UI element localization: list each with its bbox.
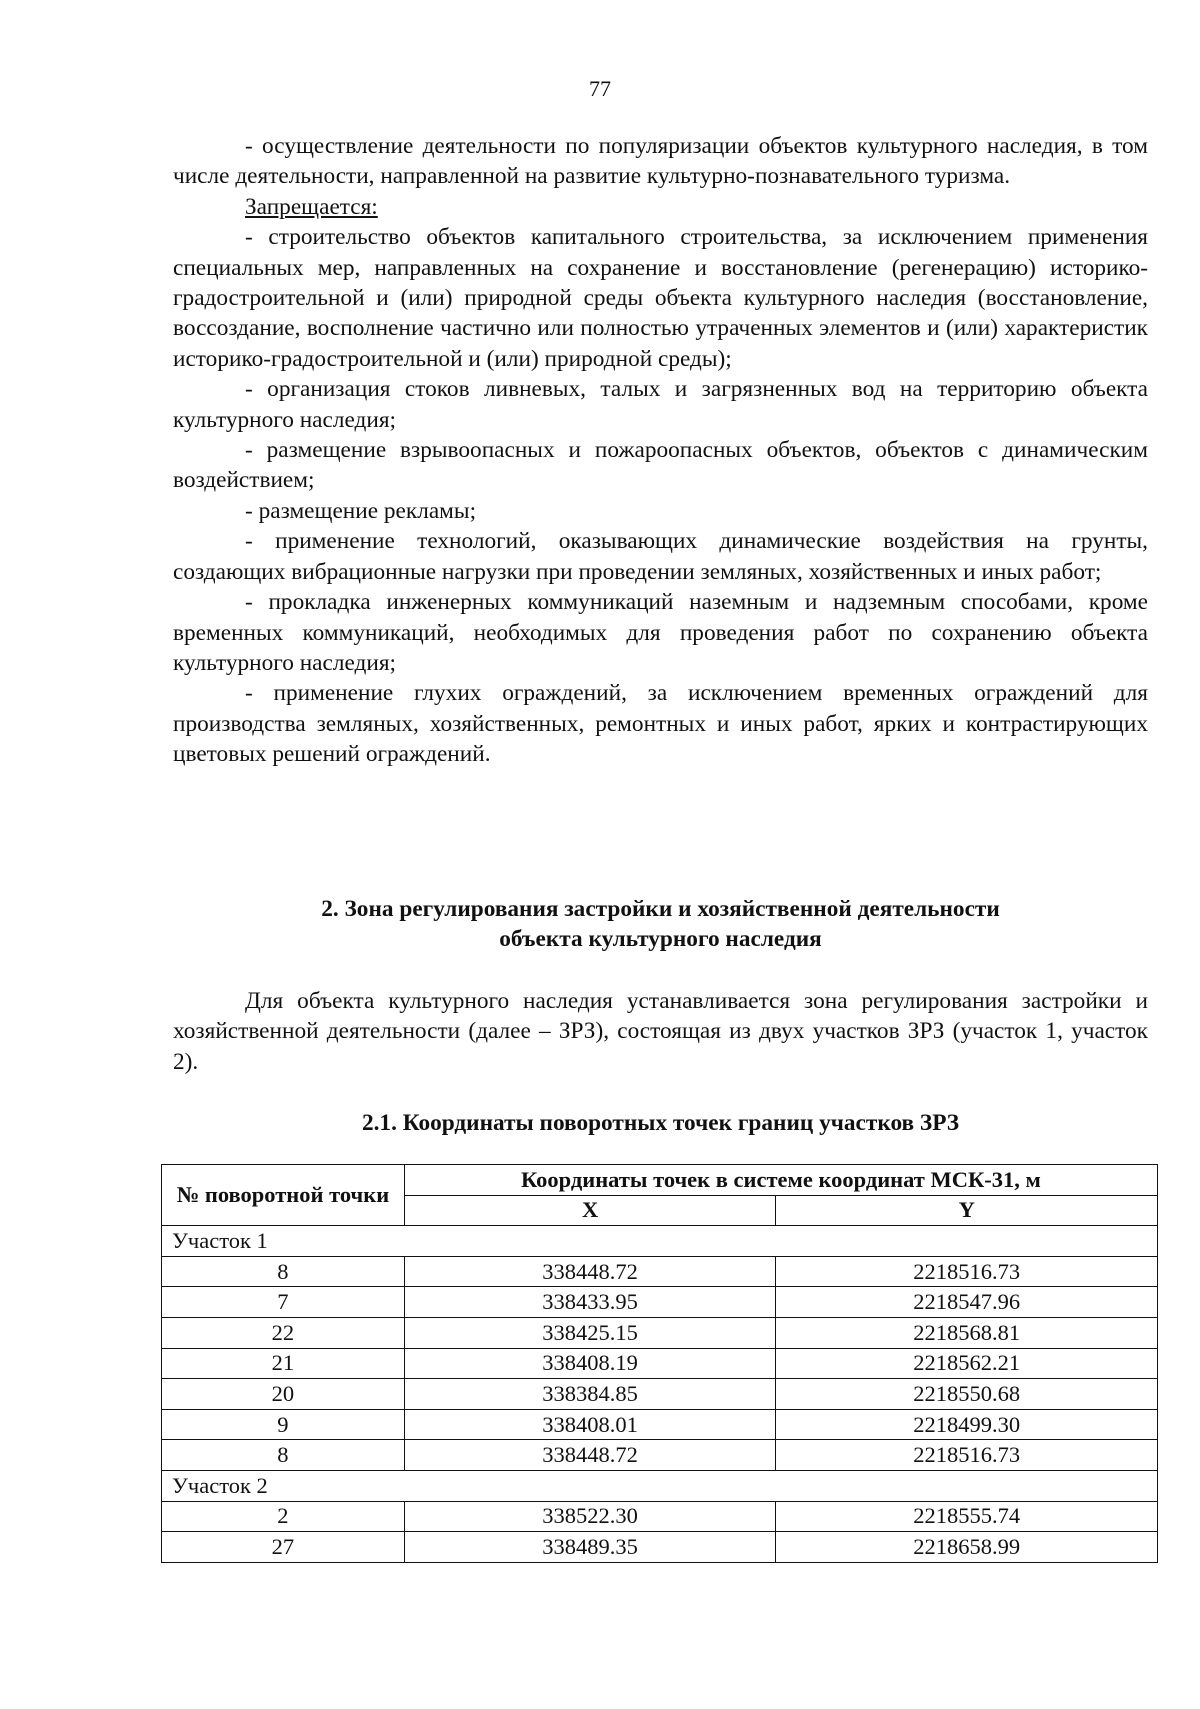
prohibited-item-1: - строительство объектов капитального строительства, за исключением применения специальных мер, направленных на сохранение и восстановление (регенерацию) историко-градостроительной и (или) природной среды объекта культурного наследия (восстановление, воссоздание, восполнение частично или полностью утраченных элементов и (или) характеристик историко-градостроительной и (или) природной среды); <box>173 224 1148 372</box>
y-cell: 2218555.74 <box>776 1501 1158 1532</box>
table-row <box>162 1409 1158 1440</box>
table-row <box>162 1348 1158 1379</box>
x-cell: 338425.15 <box>404 1317 776 1348</box>
subsection-heading: 2.1. Координаты поворотных точек границ участков ЗРЗ <box>361 1110 960 1136</box>
prohibited-label: Запрещается: <box>245 193 378 220</box>
y-cell: 2218550.68 <box>776 1379 1158 1410</box>
header-coordinates: Координаты точек в системе координат МСК-31, м <box>404 1165 1157 1196</box>
x-cell: 338522.30 <box>404 1501 776 1532</box>
table-header-row <box>162 1165 1158 1196</box>
table-row <box>162 1501 1158 1532</box>
table-row <box>162 1379 1158 1410</box>
header-point-number: № поворотной точки <box>162 1165 405 1226</box>
x-cell: 338433.95 <box>404 1287 776 1318</box>
section-row <box>162 1226 1158 1257</box>
prohibited-label-line <box>173 192 1148 222</box>
prohibited-item-4: - размещение рекламы; <box>245 497 477 524</box>
prohibited-item-7: - применение глухих ограждений, за исключением временных ограждений для производства земляных, хозяйственных, ремонтных и иных работ, ярких и контрастирующих цветовых решений ограждений. <box>173 680 1148 768</box>
header-x: X <box>404 1195 776 1226</box>
y-cell: 2218516.73 <box>776 1440 1158 1471</box>
section-body <box>173 986 1148 1077</box>
page-number: 77 <box>589 76 611 101</box>
point-cell: 20 <box>162 1379 405 1410</box>
y-cell: 2218658.99 <box>776 1532 1158 1563</box>
intro-paragraph: - осуществление деятельности по популяризации объектов культурного наследия, в том числе деятельности, направленной на развитие культурно-познавательного туризма. <box>173 133 1148 190</box>
point-cell: 8 <box>162 1440 405 1471</box>
x-cell: 338448.72 <box>404 1256 776 1287</box>
section-row <box>162 1470 1158 1501</box>
section-label: Участок 2 <box>162 1470 1158 1501</box>
point-cell: 2 <box>162 1501 405 1532</box>
x-cell: 338448.72 <box>404 1440 776 1471</box>
table-row <box>162 1532 1158 1563</box>
prohibited-item-3: - размещение взрывоопасных и пожароопасных объектов, объектов с динамическим воздействием; <box>173 437 1148 494</box>
prohibited-item-6: - прокладка инженерных коммуникаций наземным и надземным способами, кроме временных коммуникаций, необходимых для проведения работ по сохранению объекта культурного наследия; <box>173 589 1148 676</box>
x-cell: 338489.35 <box>404 1532 776 1563</box>
point-cell: 7 <box>162 1287 405 1318</box>
x-cell: 338384.85 <box>404 1379 776 1410</box>
section-heading-line2: объекта культурного наследия <box>499 926 822 953</box>
x-cell: 338408.19 <box>404 1348 776 1379</box>
prohibited-item-5: - применение технологий, оказывающих динамические воздействия на грунты, создающих вибрационные нагрузки при проведении земляных, хозяйственных и иных работ; <box>173 528 1148 585</box>
point-cell: 27 <box>162 1532 405 1563</box>
point-cell: 21 <box>162 1348 405 1379</box>
x-cell: 338408.01 <box>404 1409 776 1440</box>
table-row <box>162 1287 1158 1318</box>
y-cell: 2218547.96 <box>776 1287 1158 1318</box>
prohibited-item-2: - организация стоков ливневых, талых и загрязненных вод на территорию объекта культурного наследия; <box>173 376 1148 433</box>
y-cell: 2218562.21 <box>776 1348 1158 1379</box>
section-heading <box>173 894 1148 955</box>
prohibitions-block <box>173 131 1148 770</box>
y-cell: 2218499.30 <box>776 1409 1158 1440</box>
header-y: Y <box>776 1195 1158 1226</box>
section-label: Участок 1 <box>162 1226 1158 1257</box>
point-cell: 8 <box>162 1256 405 1287</box>
y-cell: 2218516.73 <box>776 1256 1158 1287</box>
section-heading-line1: 2. Зона регулирования застройки и хозяйственной деятельности <box>321 896 1000 922</box>
table-row <box>162 1440 1158 1471</box>
y-cell: 2218568.81 <box>776 1317 1158 1348</box>
point-cell: 9 <box>162 1409 405 1440</box>
section-paragraph: Для объекта культурного наследия устанавливается зона регулирования застройки и хозяйственной деятельности (далее – ЗРЗ), состоящая из двух участков ЗРЗ (участок 1, участок 2). <box>173 988 1148 1075</box>
table-row <box>162 1317 1158 1348</box>
table-row <box>162 1256 1158 1287</box>
point-cell: 22 <box>162 1317 405 1348</box>
coordinates-table <box>161 1164 1158 1563</box>
